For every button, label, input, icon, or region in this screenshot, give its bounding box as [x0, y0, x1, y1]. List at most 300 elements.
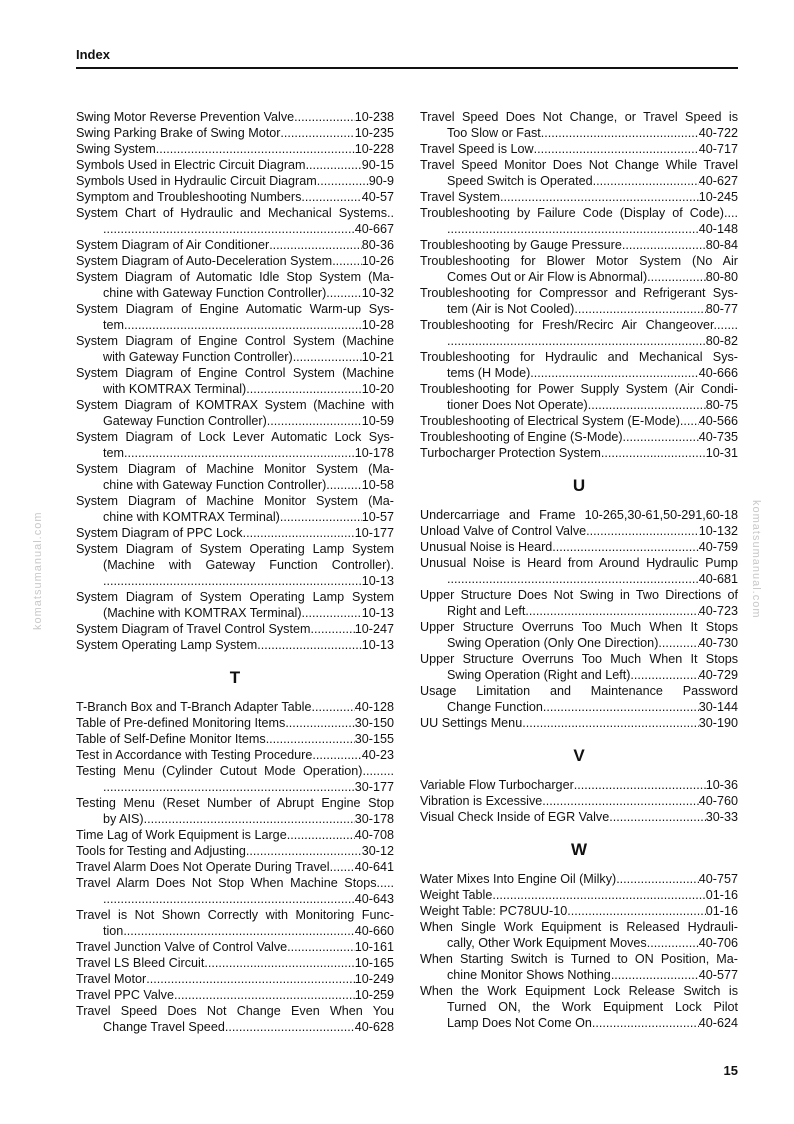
index-entry-text: Change Travel Speed	[103, 1020, 225, 1034]
index-entry-line: When Single Work Equipment is Released Hydrauli-	[420, 920, 738, 934]
index-entry	[76, 109, 394, 125]
index-entry	[420, 887, 738, 903]
index-entry	[76, 859, 394, 875]
index-entry-text: System Diagram of Auto-Deceleration System	[76, 254, 333, 268]
index-entry-line: Travel Speed Does Not Change, or Travel Speed is	[420, 110, 738, 124]
index-entry	[420, 539, 738, 555]
leader-dots	[630, 667, 698, 683]
index-entry-text: tems (H Mode)	[447, 366, 531, 380]
leader-dots	[243, 525, 355, 541]
leader-dots	[574, 777, 706, 793]
index-entry	[420, 507, 738, 523]
index-entry-page: 40-706	[698, 936, 738, 950]
index-entry-line: Travel Alarm Does Not Stop When Machine Stops.....	[76, 876, 394, 890]
index-entry-line: System Diagram of Automatic Idle Stop System (Ma-	[76, 270, 394, 284]
leader-dots	[611, 967, 699, 983]
leader-dots	[144, 811, 355, 827]
index-entry	[76, 621, 394, 637]
index-entry-page: 90-15	[361, 158, 394, 172]
index-entry	[420, 683, 738, 715]
index-entry-text: tem	[103, 446, 124, 460]
index-entry-line: System Diagram of Engine Control System (Machine	[76, 334, 394, 348]
index-entry	[76, 541, 394, 589]
index-entry-line: System Diagram of Machine Monitor System (Ma-	[76, 494, 394, 508]
leader-dots	[622, 237, 706, 253]
index-entry	[420, 919, 738, 951]
index-entry-text: tem (Air is Not Cooled)	[447, 302, 575, 316]
leader-dots	[534, 141, 699, 157]
index-entry-page: 30-177	[354, 780, 394, 794]
index-entry-line: System Chart of Hydraulic and Mechanical Systems..	[76, 206, 394, 220]
index-entry-text: Right and Left	[447, 604, 526, 618]
index-entry-text: Symptom and Troubleshooting Numbers	[76, 190, 302, 204]
index-entry-page: 40-666	[698, 366, 738, 380]
index-entry-page: 40-148	[698, 222, 738, 236]
leader-dots	[124, 317, 362, 333]
index-entry-line: Travel Speed Monitor Does Not Change While Travel	[420, 158, 738, 172]
index-entry-page: 10-13	[361, 638, 394, 652]
index-entry	[420, 253, 738, 285]
leader-dots	[302, 605, 362, 621]
index-entry-page: 40-660	[354, 924, 394, 938]
section-letter-w: W	[570, 840, 588, 859]
index-entry-text: Swing Parking Brake of Swing Motor	[76, 126, 281, 140]
index-entry-page: 10-26	[361, 254, 394, 268]
section-letter-v: V	[573, 746, 585, 765]
index-entry-page: 80-36	[361, 238, 394, 252]
index-entry	[76, 205, 394, 237]
index-entry-text: T-Branch Box and T-Branch Adapter Table	[76, 700, 312, 714]
index-entry-text: Gateway Function Controller)	[103, 414, 267, 428]
index-entry-text: chine Monitor Shows Nothing	[447, 968, 611, 982]
index-entry-text: with Gateway Function Controller)	[103, 350, 293, 364]
leader-dots	[522, 715, 699, 731]
index-entry-page: 10-177	[354, 526, 394, 540]
index-entry	[420, 777, 738, 793]
index-entry	[420, 429, 738, 445]
index-entry-text: System Diagram of PPC Lock	[76, 526, 243, 540]
leader-dots	[592, 1015, 699, 1031]
index-entry-text: Tools for Testing and Adjusting	[76, 844, 246, 858]
index-entry-page: 90-9	[368, 174, 394, 188]
index-entry	[420, 587, 738, 619]
index-entry-line: Troubleshooting for Hydraulic and Mechanical Sys-	[420, 350, 738, 364]
leader-dots	[225, 1019, 355, 1035]
leader-dots	[543, 699, 699, 715]
index-entry	[420, 715, 738, 731]
index-entry	[420, 903, 738, 919]
leader-dots	[287, 827, 355, 843]
leader-dots	[146, 971, 355, 987]
index-entry-page: 10-238	[354, 110, 394, 124]
leader-dots	[312, 747, 361, 763]
index-entry-page: 40-128	[354, 700, 394, 714]
leader-dots	[103, 779, 355, 795]
leader-dots	[541, 125, 699, 141]
index-entry	[420, 109, 738, 141]
index-entry	[76, 333, 394, 365]
leader-dots	[246, 381, 362, 397]
index-entry	[76, 1003, 394, 1035]
leader-dots	[574, 301, 705, 317]
index-entry-line: Unusual Noise is Heard from Around Hydraulic Pump	[420, 556, 738, 570]
index-entry-text: Swing Operation (Only One Direction)	[447, 636, 659, 650]
index-entry-text: Troubleshooting of Engine (S-Mode)	[420, 430, 623, 444]
leader-dots	[333, 859, 355, 875]
index-entry-line: Travel is Not Shown Correctly with Monitoring Func-	[76, 908, 394, 922]
index-entry-text: Travel Speed is Low	[420, 142, 534, 156]
index-entry	[76, 971, 394, 987]
index-entry-page: 30-190	[698, 716, 738, 730]
index-entry-line: Troubleshooting for Fresh/Recirc Air Changeover.......	[420, 318, 738, 332]
index-entry-text: Travel LS Bleed Circuit	[76, 956, 205, 970]
index-entry-text: Travel PPC Valve	[76, 988, 174, 1002]
page-header-title: Index	[76, 47, 110, 62]
index-entry-page: 40-681	[698, 572, 738, 586]
index-entry	[76, 987, 394, 1003]
leader-dots	[588, 397, 706, 413]
index-entry	[76, 843, 394, 859]
index-entry-page: 30-12	[361, 844, 394, 858]
leader-dots	[246, 843, 362, 859]
index-entry-page: 40-759	[698, 540, 738, 554]
index-entry-line: System Diagram of KOMTRAX System (Machine with	[76, 398, 394, 412]
section-letter-u: U	[572, 476, 586, 495]
index-entry-page: 10-245	[698, 190, 738, 204]
index-entry-text: cally, Other Work Equipment Moves	[447, 936, 647, 950]
leader-dots	[326, 477, 361, 493]
index-entry-page: 10-58	[361, 478, 394, 492]
leader-dots	[447, 221, 699, 237]
leader-dots	[301, 189, 361, 205]
index-entry-page: 80-75	[705, 398, 738, 412]
index-entry-line: Upper Structure Does Not Swing in Two Directions of	[420, 588, 738, 602]
index-entry-text: Lamp Does Not Come On	[447, 1016, 592, 1030]
index-entry-page: 30-33	[705, 810, 738, 824]
index-entry-page: 80-82	[705, 334, 738, 348]
index-entry-page: 40-760	[698, 794, 738, 808]
index-entry	[76, 907, 394, 939]
leader-dots	[586, 523, 699, 539]
index-entry-text: Vibration is Excessive	[420, 794, 543, 808]
index-entry-text: (Machine with KOMTRAX Terminal)	[103, 606, 302, 620]
index-entry	[420, 237, 738, 253]
index-entry	[76, 125, 394, 141]
index-entry-line: Troubleshooting for Blower Motor System (No Air	[420, 254, 738, 268]
index-entry	[76, 365, 394, 397]
index-entry-text: Table of Pre-defined Monitoring Items	[76, 716, 286, 730]
index-entry-page: 40-717	[698, 142, 738, 156]
leader-dots	[525, 603, 698, 619]
watermark-left: komatsumanual.com	[32, 511, 44, 630]
index-entry-line: Troubleshooting by Failure Code (Display of Code)....	[420, 206, 738, 220]
index-entry	[420, 413, 738, 429]
index-entry-page: 40-722	[698, 126, 738, 140]
index-entry-page: 10-36	[705, 778, 738, 792]
index-entry-page: 40-627	[698, 174, 738, 188]
leader-dots	[616, 871, 699, 887]
index-entry-text: by AIS)	[103, 812, 144, 826]
index-entry-page: 40-577	[698, 968, 738, 982]
index-entry-text: with KOMTRAX Terminal)	[103, 382, 247, 396]
index-entry	[420, 871, 738, 887]
index-entry-line: System Diagram of Engine Automatic Warm-up Sys-	[76, 302, 394, 316]
leader-dots	[266, 731, 355, 747]
index-entry-page: 10-20	[361, 382, 394, 396]
index-entry-text: Change Function	[447, 700, 543, 714]
index-entry	[420, 141, 738, 157]
index-entry-text: Swing System	[76, 142, 156, 156]
index-entry-line: System Diagram of System Operating Lamp System	[76, 590, 394, 604]
index-entry-text: Too Slow or Fast	[447, 126, 541, 140]
index-entry	[420, 619, 738, 651]
index-entry	[76, 699, 394, 715]
index-entry-line: Upper Structure Overruns Too Much When It Stops	[420, 652, 738, 666]
index-entry-text: Troubleshooting of Electrical System (E-Mode)	[420, 414, 680, 428]
leader-dots	[447, 571, 699, 587]
leader-dots	[326, 285, 361, 301]
index-entry	[420, 285, 738, 317]
index-entry-line: Travel Speed Does Not Change Even When You	[76, 1004, 394, 1018]
index-entry-text: tem	[103, 318, 124, 332]
index-entry	[420, 555, 738, 587]
index-entry-text: Swing Operation (Right and Left)	[447, 668, 631, 682]
index-entry-page: 40-729	[698, 668, 738, 682]
index-entry-page: 40-23	[361, 748, 394, 762]
index-entry-text: Unload Valve of Control Valve	[420, 524, 587, 538]
index-entry-text: Troubleshooting by Gauge Pressure	[420, 238, 622, 252]
leader-dots	[311, 699, 354, 715]
index-entry-text: Swing Motor Reverse Prevention Valve	[76, 110, 295, 124]
index-entry-page: 01-16	[705, 904, 738, 918]
index-entry-text: chine with KOMTRAX Terminal)	[103, 510, 280, 524]
index-entry	[420, 157, 738, 189]
index-entry	[420, 523, 738, 539]
index-entry	[76, 637, 394, 653]
index-entry-text: Travel System	[420, 190, 501, 204]
index-entry-page: 40-723	[698, 604, 738, 618]
index-entry	[76, 875, 394, 907]
index-entry-page: 30-178	[354, 812, 394, 826]
index-entry-text: Weight Table	[420, 888, 493, 902]
index-entry	[420, 317, 738, 349]
index-entry-line: System Diagram of System Operating Lamp System	[76, 542, 394, 556]
index-entry-page: 30-144	[698, 700, 738, 714]
index-entry	[76, 157, 394, 173]
index-entry-page: 80-84	[705, 238, 738, 252]
leader-dots	[332, 253, 362, 269]
index-entry-line: Testing Menu (Reset Number of Abrupt Engine Stop	[76, 796, 394, 810]
index-entry-page: 10-235	[354, 126, 394, 140]
index-entry-text: Symbols Used in Electric Circuit Diagram	[76, 158, 306, 172]
index-entry-page: 10-247	[354, 622, 394, 636]
leader-dots	[601, 445, 706, 461]
index-entry-text: Water Mixes Into Engine Oil (Milky)	[420, 872, 617, 886]
index-column-right	[420, 109, 738, 1031]
section-letter-t: T	[229, 668, 241, 687]
index-entry-page: 80-77	[705, 302, 738, 316]
page-number: 15	[723, 1063, 738, 1078]
index-entry	[76, 253, 394, 269]
index-entry	[420, 189, 738, 205]
index-entry-page: 01-16	[705, 888, 738, 902]
index-entry-page: 40-708	[354, 828, 394, 842]
index-entry-text: UU Settings Menu	[420, 716, 523, 730]
index-entry-text: chine with Gateway Function Controller)	[103, 478, 327, 492]
index-entry-text: System Operating Lamp System	[76, 638, 258, 652]
index-entry-text: System Diagram of Air Conditioner	[76, 238, 270, 252]
index-entry-line: Turned ON, the Work Equipment Lock Pilot	[447, 1000, 738, 1014]
index-entry	[76, 955, 394, 971]
index-entry-text: chine with Gateway Function Controller)	[103, 286, 327, 300]
index-entry	[76, 141, 394, 157]
index-entry	[76, 827, 394, 843]
index-entry	[76, 237, 394, 253]
index-entry-text: Unusual Noise is Heard	[420, 540, 553, 554]
index-entry-page: 10-259	[354, 988, 394, 1002]
index-entry-page: 10-249	[354, 972, 394, 986]
index-entry-page: 40-667	[354, 222, 394, 236]
leader-dots	[447, 333, 706, 349]
leader-dots	[593, 173, 699, 189]
index-entry-page: 10-32	[361, 286, 394, 300]
leader-dots	[103, 891, 355, 907]
index-entry	[420, 205, 738, 237]
index-entry	[76, 429, 394, 461]
index-entry	[420, 951, 738, 983]
index-entry-page: 40-624	[698, 1016, 738, 1030]
index-entry-line: Troubleshooting for Power Supply System (Air Condi-	[420, 382, 738, 396]
index-entry-line: Usage Limitation and Maintenance Password	[420, 684, 738, 698]
index-entry-page: 10-59	[361, 414, 394, 428]
index-entry	[420, 381, 738, 413]
leader-dots	[287, 939, 355, 955]
leader-dots	[530, 365, 699, 381]
leader-dots	[267, 413, 362, 429]
leader-dots	[306, 157, 362, 173]
index-entry-line: When Starting Switch is Turned to ON Position, Ma-	[420, 952, 738, 966]
index-entry-line: Upper Structure Overruns Too Much When It Stops	[420, 620, 738, 634]
index-entry	[420, 793, 738, 809]
leader-dots	[124, 445, 355, 461]
index-entry	[420, 651, 738, 683]
index-entry	[76, 731, 394, 747]
index-entry-page: 40-730	[698, 636, 738, 650]
leader-dots	[609, 809, 706, 825]
index-entry-page: 10-132	[698, 524, 738, 538]
leader-dots	[285, 715, 354, 731]
index-entry-page: 80-80	[705, 270, 738, 284]
index-entry-text: Comes Out or Air Flow is Abnormal)	[447, 270, 648, 284]
index-entry	[76, 189, 394, 205]
index-entry-page: 30-150	[354, 716, 394, 730]
index-entry-text: Weight Table: PC78UU-10	[420, 904, 568, 918]
index-entry-text: tioner Does Not Operate)	[447, 398, 588, 412]
leader-dots	[156, 141, 355, 157]
index-entry	[76, 173, 394, 189]
leader-dots	[269, 237, 362, 253]
index-entry-line: System Diagram of Engine Control System (Machine	[76, 366, 394, 380]
leader-dots	[294, 109, 355, 125]
leader-dots	[567, 903, 706, 919]
index-entry-text: Variable Flow Turbocharger	[420, 778, 574, 792]
index-entry-page: 10-161	[354, 940, 394, 954]
index-entry-page: 10-57	[361, 510, 394, 524]
index-entry	[76, 525, 394, 541]
index-entry-line: Undercarriage and Frame 10-265,30-61,50-291,60-18	[420, 508, 738, 522]
index-entry-page: 10-165	[354, 956, 394, 970]
index-entry-page: 10-13	[361, 574, 394, 588]
leader-dots	[647, 935, 699, 951]
index-entry-page: 10-31	[705, 446, 738, 460]
index-entry	[76, 493, 394, 525]
leader-dots	[103, 221, 355, 237]
index-entry	[420, 349, 738, 381]
index-entry	[76, 763, 394, 795]
index-entry-line: (Machine with Gateway Function Controller).	[103, 558, 394, 572]
index-entry-text: Time Lag of Work Equipment is Large	[76, 828, 287, 842]
index-entry-text: Visual Check Inside of EGR Valve	[420, 810, 610, 824]
leader-dots	[280, 509, 362, 525]
index-entry-text: Travel Alarm Does Not Operate During Travel.	[76, 860, 334, 874]
leader-dots	[623, 429, 699, 445]
leader-dots	[174, 987, 355, 1003]
index-entry	[76, 397, 394, 429]
leader-dots	[257, 637, 362, 653]
index-entry-line: System Diagram of Machine Monitor System (Ma-	[76, 462, 394, 476]
index-entry-page: 10-228	[354, 142, 394, 156]
index-entry-page: 10-13	[361, 606, 394, 620]
index-entry	[76, 589, 394, 621]
watermark-right: komatsumanual.com	[750, 500, 762, 619]
index-entry	[76, 715, 394, 731]
header-rule	[76, 67, 738, 69]
index-entry-page: 40-566	[698, 414, 738, 428]
index-entry-text: System Diagram of Travel Control System	[76, 622, 311, 636]
index-entry	[76, 301, 394, 333]
index-entry-page: 10-28	[361, 318, 394, 332]
leader-dots	[310, 621, 354, 637]
index-entry-text: Travel Junction Valve of Control Valve	[76, 940, 288, 954]
index-entry-text: Speed Switch is Operated	[447, 174, 593, 188]
leader-dots	[317, 173, 369, 189]
index-entry	[76, 795, 394, 827]
index-entry	[76, 939, 394, 955]
leader-dots	[500, 189, 699, 205]
index-entry-page: 10-21	[361, 350, 394, 364]
index-entry-page: 40-628	[354, 1020, 394, 1034]
index-entry	[76, 747, 394, 763]
index-entry-text: Turbocharger Protection System	[420, 446, 601, 460]
leader-dots	[492, 887, 705, 903]
index-entry	[420, 809, 738, 825]
leader-dots	[658, 635, 698, 651]
index-entry	[420, 445, 738, 461]
leader-dots	[542, 793, 699, 809]
leader-dots	[204, 955, 354, 971]
leader-dots	[280, 125, 354, 141]
index-entry-line: System Diagram of Lock Lever Automatic Lock Sys-	[76, 430, 394, 444]
index-entry-page: 40-641	[354, 860, 394, 874]
leader-dots	[293, 349, 362, 365]
index-entry	[76, 269, 394, 301]
index-entry-text: Test in Accordance with Testing Procedure	[76, 748, 313, 762]
index-entry-line: Troubleshooting for Compressor and Refrigerant Sys-	[420, 286, 738, 300]
index-entry-page: 40-643	[354, 892, 394, 906]
index-column-left	[76, 109, 394, 1035]
index-entry-page: 40-757	[698, 872, 738, 886]
index-entry-page: 40-735	[698, 430, 738, 444]
